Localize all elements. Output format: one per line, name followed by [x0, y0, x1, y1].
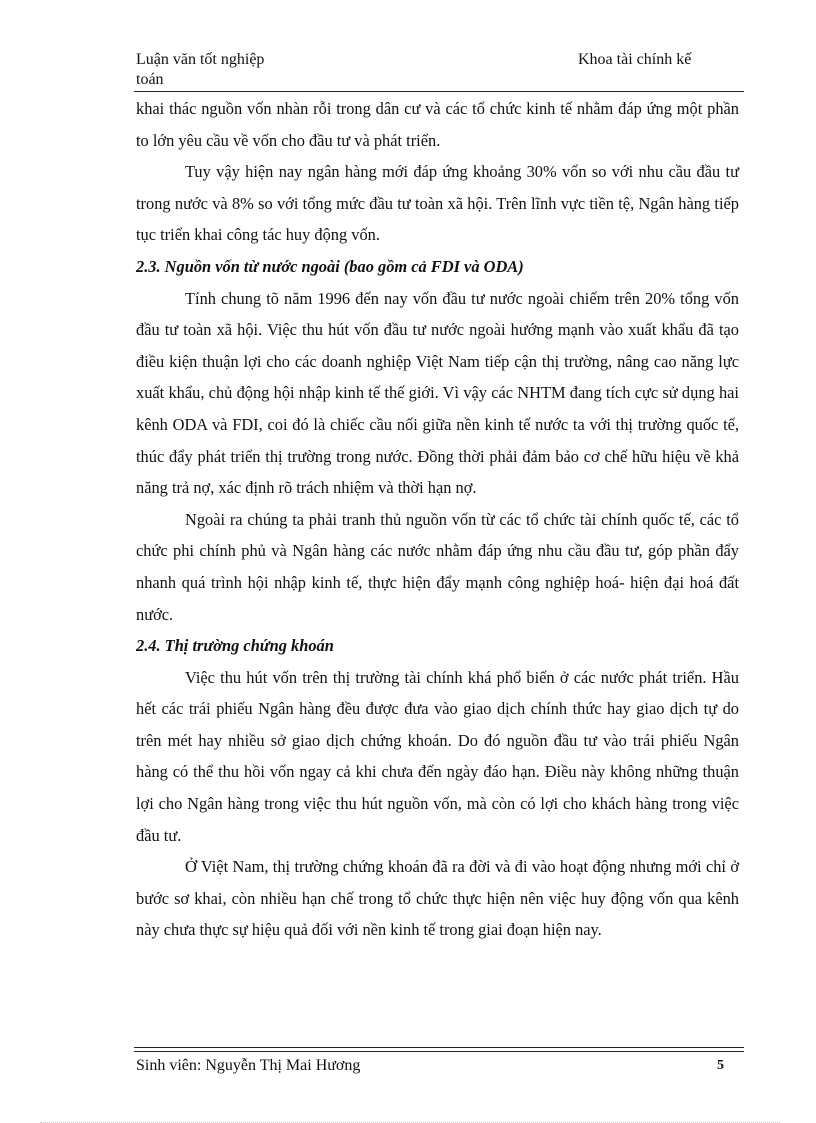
page-header [136, 50, 746, 94]
page-body [136, 93, 739, 946]
paragraph-international-funds: Ngoài ra chúng ta phải tranh thủ nguồn vốn từ các tổ chức tài chính quốc tế, các tổ chức phi chính phủ và Ngân hàng các nước nhằm đáp ứng nhu cầu đầu tư, góp phần đẩy nhanh quá trình hội nhập kinh tế, thực hiện đẩy mạnh công nghiệp hoá- hiện đại hoá đất nước. [136, 509, 739, 624]
footer-student-name: Sinh viên: Nguyễn Thị Mai Hương [136, 1057, 361, 1074]
page-number: 5 [717, 1058, 724, 1073]
paragraph-continued: khai thác nguồn vốn nhàn rỗi trong dân cư và các tổ chức kinh tế nhằm đáp ứng một phần to lớn yêu cầu về vốn cho đầu tư và phát triển. [136, 99, 739, 150]
header-rule [134, 91, 744, 92]
paragraph-vietnam-stock-market: Ở Việt Nam, thị trường chứng khoán đã ra đời và đi vào hoạt động nhưng mới chỉ ở bước sơ khai, còn nhiều hạn chế trong tổ chức thực hiện nên việc huy động vốn qua kênh này chưa thực sự hiệu quả đối với nền kinh tế trong giai đoạn hiện nay. [136, 857, 739, 940]
header-department-continuation: toán [136, 71, 164, 88]
header-thesis-title: Luận văn tốt nghiệp [136, 51, 265, 68]
page-footer [136, 1055, 740, 1077]
paragraph-financial-market: Việc thu hút vốn trên thị trường tài chính khá phổ biến ở các nước phát triển. Hầu hết các trái phiếu Ngân hàng đều được đưa vào giao dịch chính thức hay giao dịch tự do trên mét hay nhiều sở giao dịch chứng khoán. Do đó nguồn đầu tư vào trái phiếu Ngân hàng có thể thu hồi vốn ngay cả khi chưa đến ngày đáo hạn. Điều này không những thuận lợi cho Ngân hàng trong việc thu hút nguồn vốn, mà còn có lợi cho khách hàng trong việc đầu tư. [136, 667, 739, 845]
footer-rule-thin [134, 1051, 744, 1052]
paragraph-foreign-investment: Tính chung tõ năm 1996 đến nay vốn đầu tư nước ngoài chiếm trên 20% tổng vốn đầu tư toàn xã hội. Việc thu hút vốn đầu tư nước ngoài hướng mạnh vào xuất khẩu đã tạo điều kiện thuận lợi cho các doanh nghiệp Việt Nam tiếp cận thị trường, nâng cao năng lực xuất khẩu, chủ động hội nhập kinh tế thế giới. Vì vậy các NHTM đang tích cực sử dụng hai kênh ODA và FDI, coi đó là chiếc cầu nối giữa nền kinh tế nước ta với thị trường quốc tế, thúc đẩy phát triển thị trường trong nước. Đồng thời phải đảm bảo cơ chế hữu hiệu về khả năng trả nợ, xác định rõ trách nhiệm và thời hạn nợ. [136, 288, 739, 498]
section-heading-foreign-capital: 2.3. Nguồn vốn từ nước ngoài (bao gồm cả FDI và ODA) [136, 256, 524, 276]
header-department: Khoa tài chính kế [578, 51, 692, 68]
paragraph-bank-capacity: Tuy vậy hiện nay ngân hàng mới đáp ứng khoảng 30% vốn so với nhu cầu đầu tư trong nước và 8% so với tổng mức đầu tư toàn xã hội. Trên lĩnh vực tiền tệ, Ngân hàng tiếp tục triển khai công tác huy động vốn. [136, 162, 739, 245]
section-heading-stock-market: 2.4. Thị trường chứng khoán [136, 636, 334, 656]
footer-rule-thick [134, 1047, 744, 1048]
